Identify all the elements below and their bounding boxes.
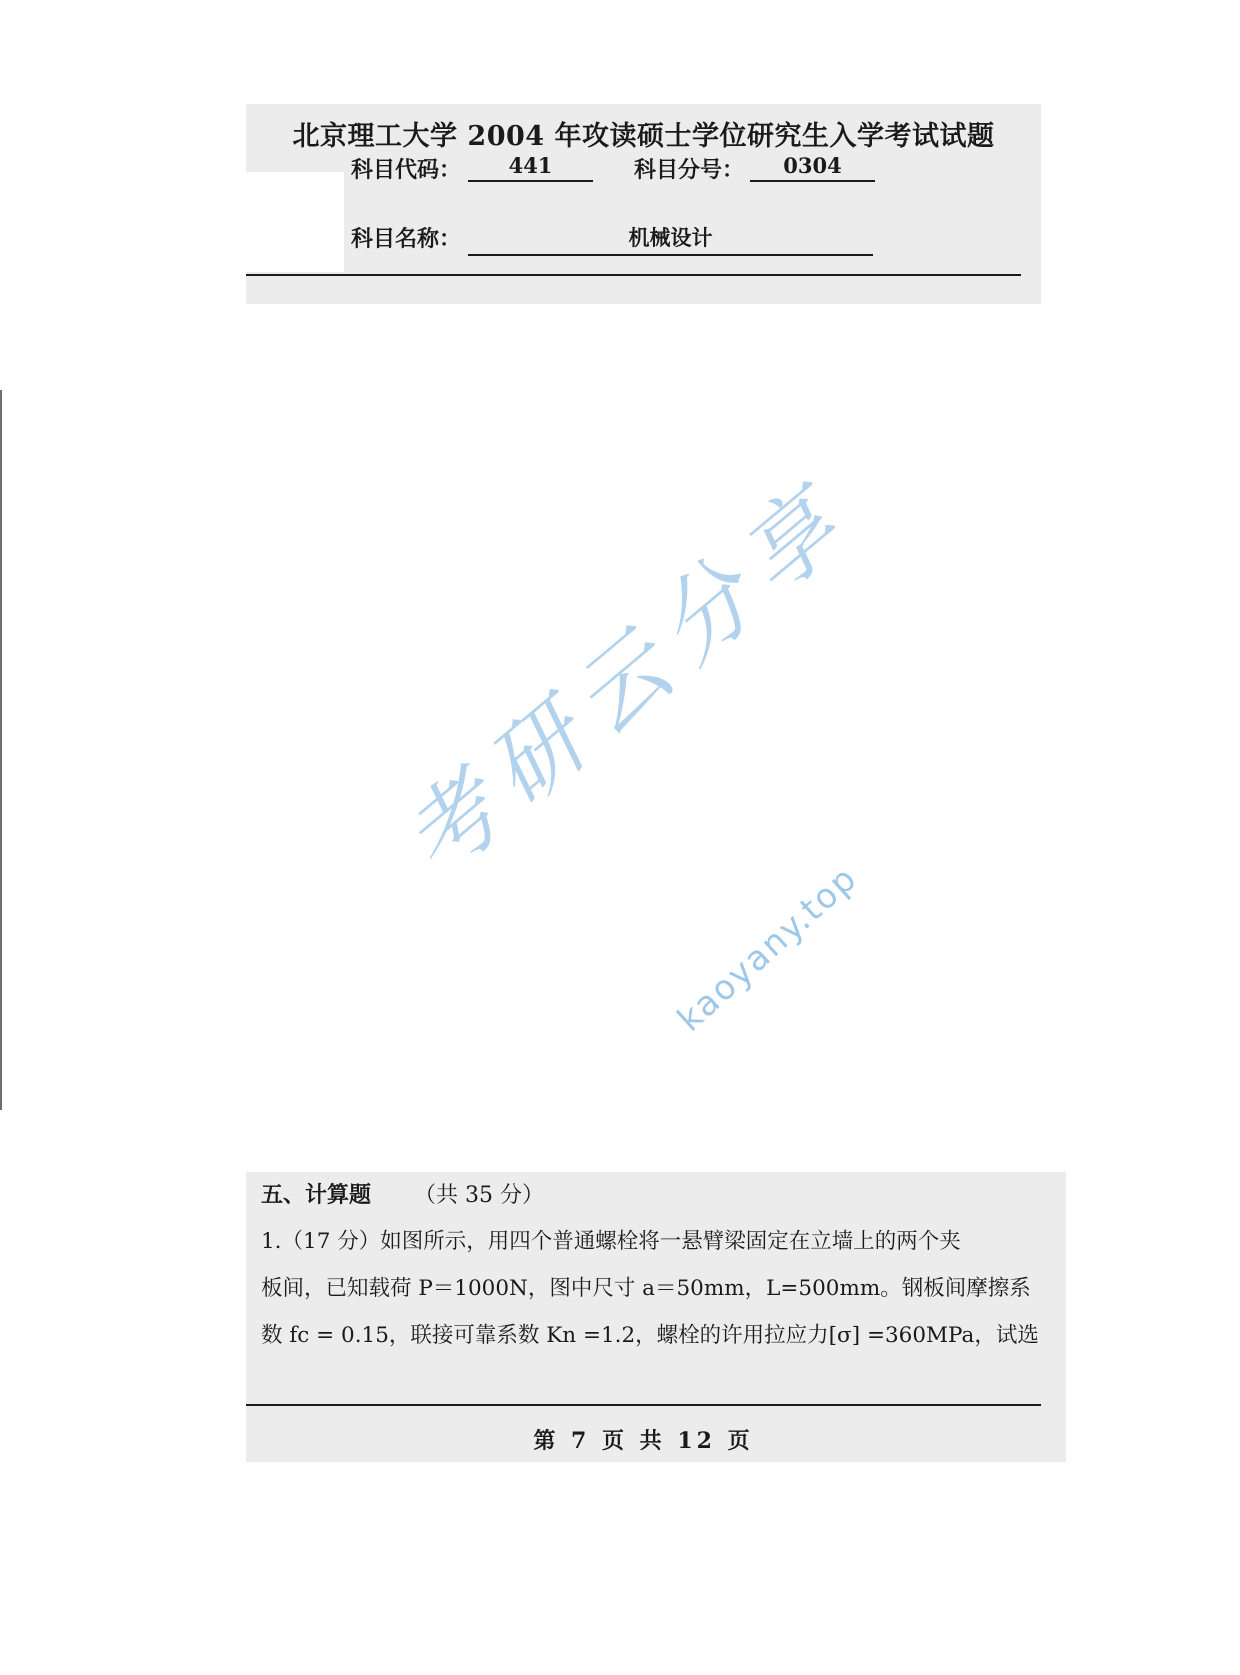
footer-divider <box>246 1404 1041 1406</box>
question-line: 数 fc = 0.15，联接可靠系数 Kn =1.2，螺栓的许用拉应力[σ] =360MPa，试选 <box>261 1323 1039 1348</box>
watermark-text: 考研云分享 <box>382 461 873 898</box>
subject-code-label: 科目代码： <box>351 157 462 183</box>
section-title: 五、计算题 <box>261 1182 372 1208</box>
page-number: 第 7 页 共 12 页 <box>533 1428 754 1454</box>
subject-name-value: 机械设计 <box>468 222 873 256</box>
question-line: 板间，已知载荷 P＝1000N，图中尺寸 a＝50mm，L=500mm。钢板间摩擦系 <box>261 1276 1031 1301</box>
watermark-url: kaoyany.top <box>670 858 866 1040</box>
exam-title: 北京理工大学 2004 年攻读硕士学位研究生入学考试试题 <box>292 121 995 152</box>
section-score: （共 35 分） <box>414 1183 544 1208</box>
subject-code-value: 441 <box>468 153 593 182</box>
header-divider <box>246 274 1021 276</box>
header-blank-patch <box>246 172 344 272</box>
question-line: 1.（17 分）如图所示，用四个普通螺栓将一悬臂梁固定在立墙上的两个夹 <box>261 1229 961 1254</box>
subject-number-label: 科目分号： <box>634 157 745 183</box>
subject-number-value: 0304 <box>750 153 875 182</box>
question-block <box>246 1172 1066 1462</box>
exam-header <box>246 104 1041 304</box>
scan-edge <box>0 390 2 1110</box>
subject-name-label: 科目名称： <box>351 226 462 252</box>
